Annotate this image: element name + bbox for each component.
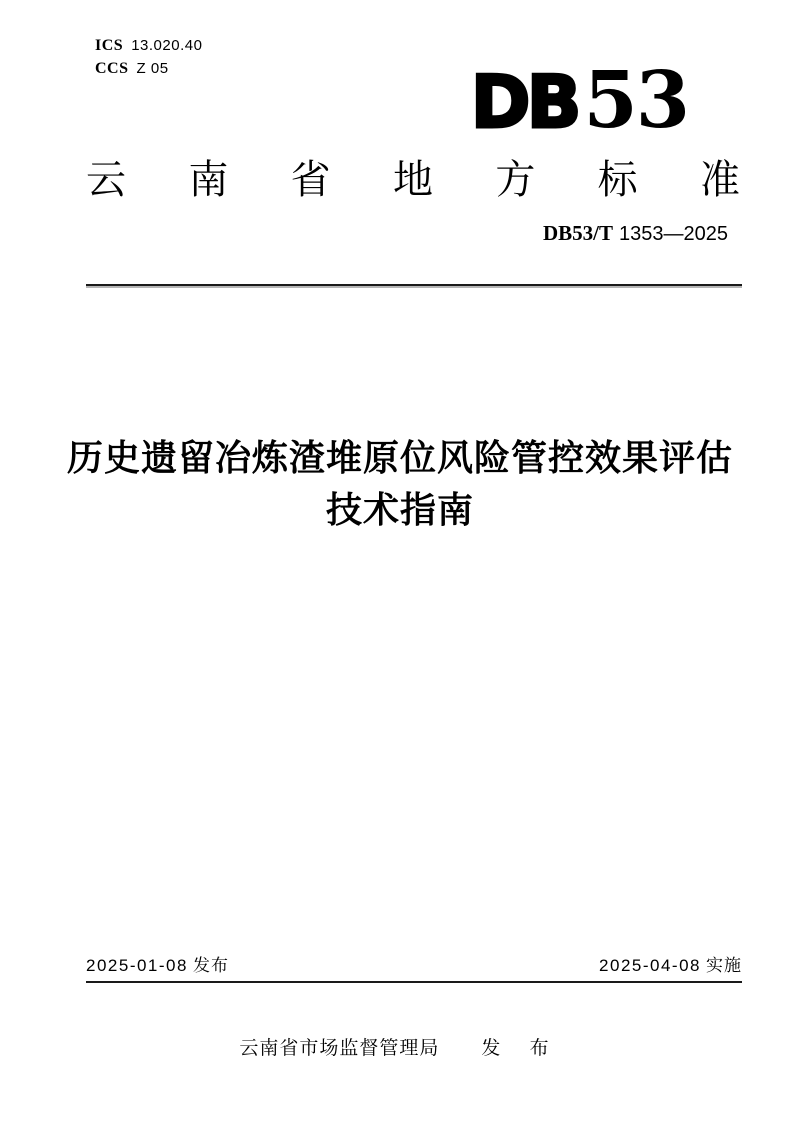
db53-logo-db: DB: [470, 60, 578, 144]
ics-code-line: [95, 34, 202, 57]
document-number-value: 1353—2025: [619, 223, 728, 245]
standard-title-line1: 历史遗留冶炼渣堆原位风险管控效果评估: [66, 437, 733, 478]
date-row: [86, 951, 742, 976]
implementation-date-block: [599, 951, 742, 976]
publisher-row: [0, 1033, 800, 1060]
ccs-value: Z 05: [136, 60, 169, 77]
issue-date: 2025-01-08: [86, 956, 188, 975]
db53-logo-number: 53: [583, 55, 688, 146]
issue-date-label: 发布: [192, 956, 229, 975]
ics-label: ICS: [95, 37, 124, 54]
db53-logo: [470, 55, 688, 146]
publish-label: 发 布: [481, 1038, 561, 1059]
classification-codes: [95, 34, 202, 80]
top-divider-rule: [86, 284, 742, 286]
ccs-code-line: [95, 57, 202, 80]
bottom-divider-rule: [86, 981, 742, 983]
ccs-label: CCS: [95, 60, 129, 77]
ics-value: 13.020.40: [131, 37, 203, 54]
document-number: [543, 221, 728, 246]
implementation-date-label: 实施: [706, 956, 742, 975]
standard-type-banner: 云南省地方标准: [86, 158, 740, 202]
standard-title-line2: 技术指南: [325, 489, 474, 530]
implementation-date: 2025-04-08: [599, 956, 701, 975]
standard-title: [40, 432, 760, 536]
issue-date-block: [86, 951, 229, 976]
document-number-prefix: DB53/T: [543, 221, 614, 245]
publisher-name: 云南省市场监督管理局: [239, 1038, 440, 1059]
